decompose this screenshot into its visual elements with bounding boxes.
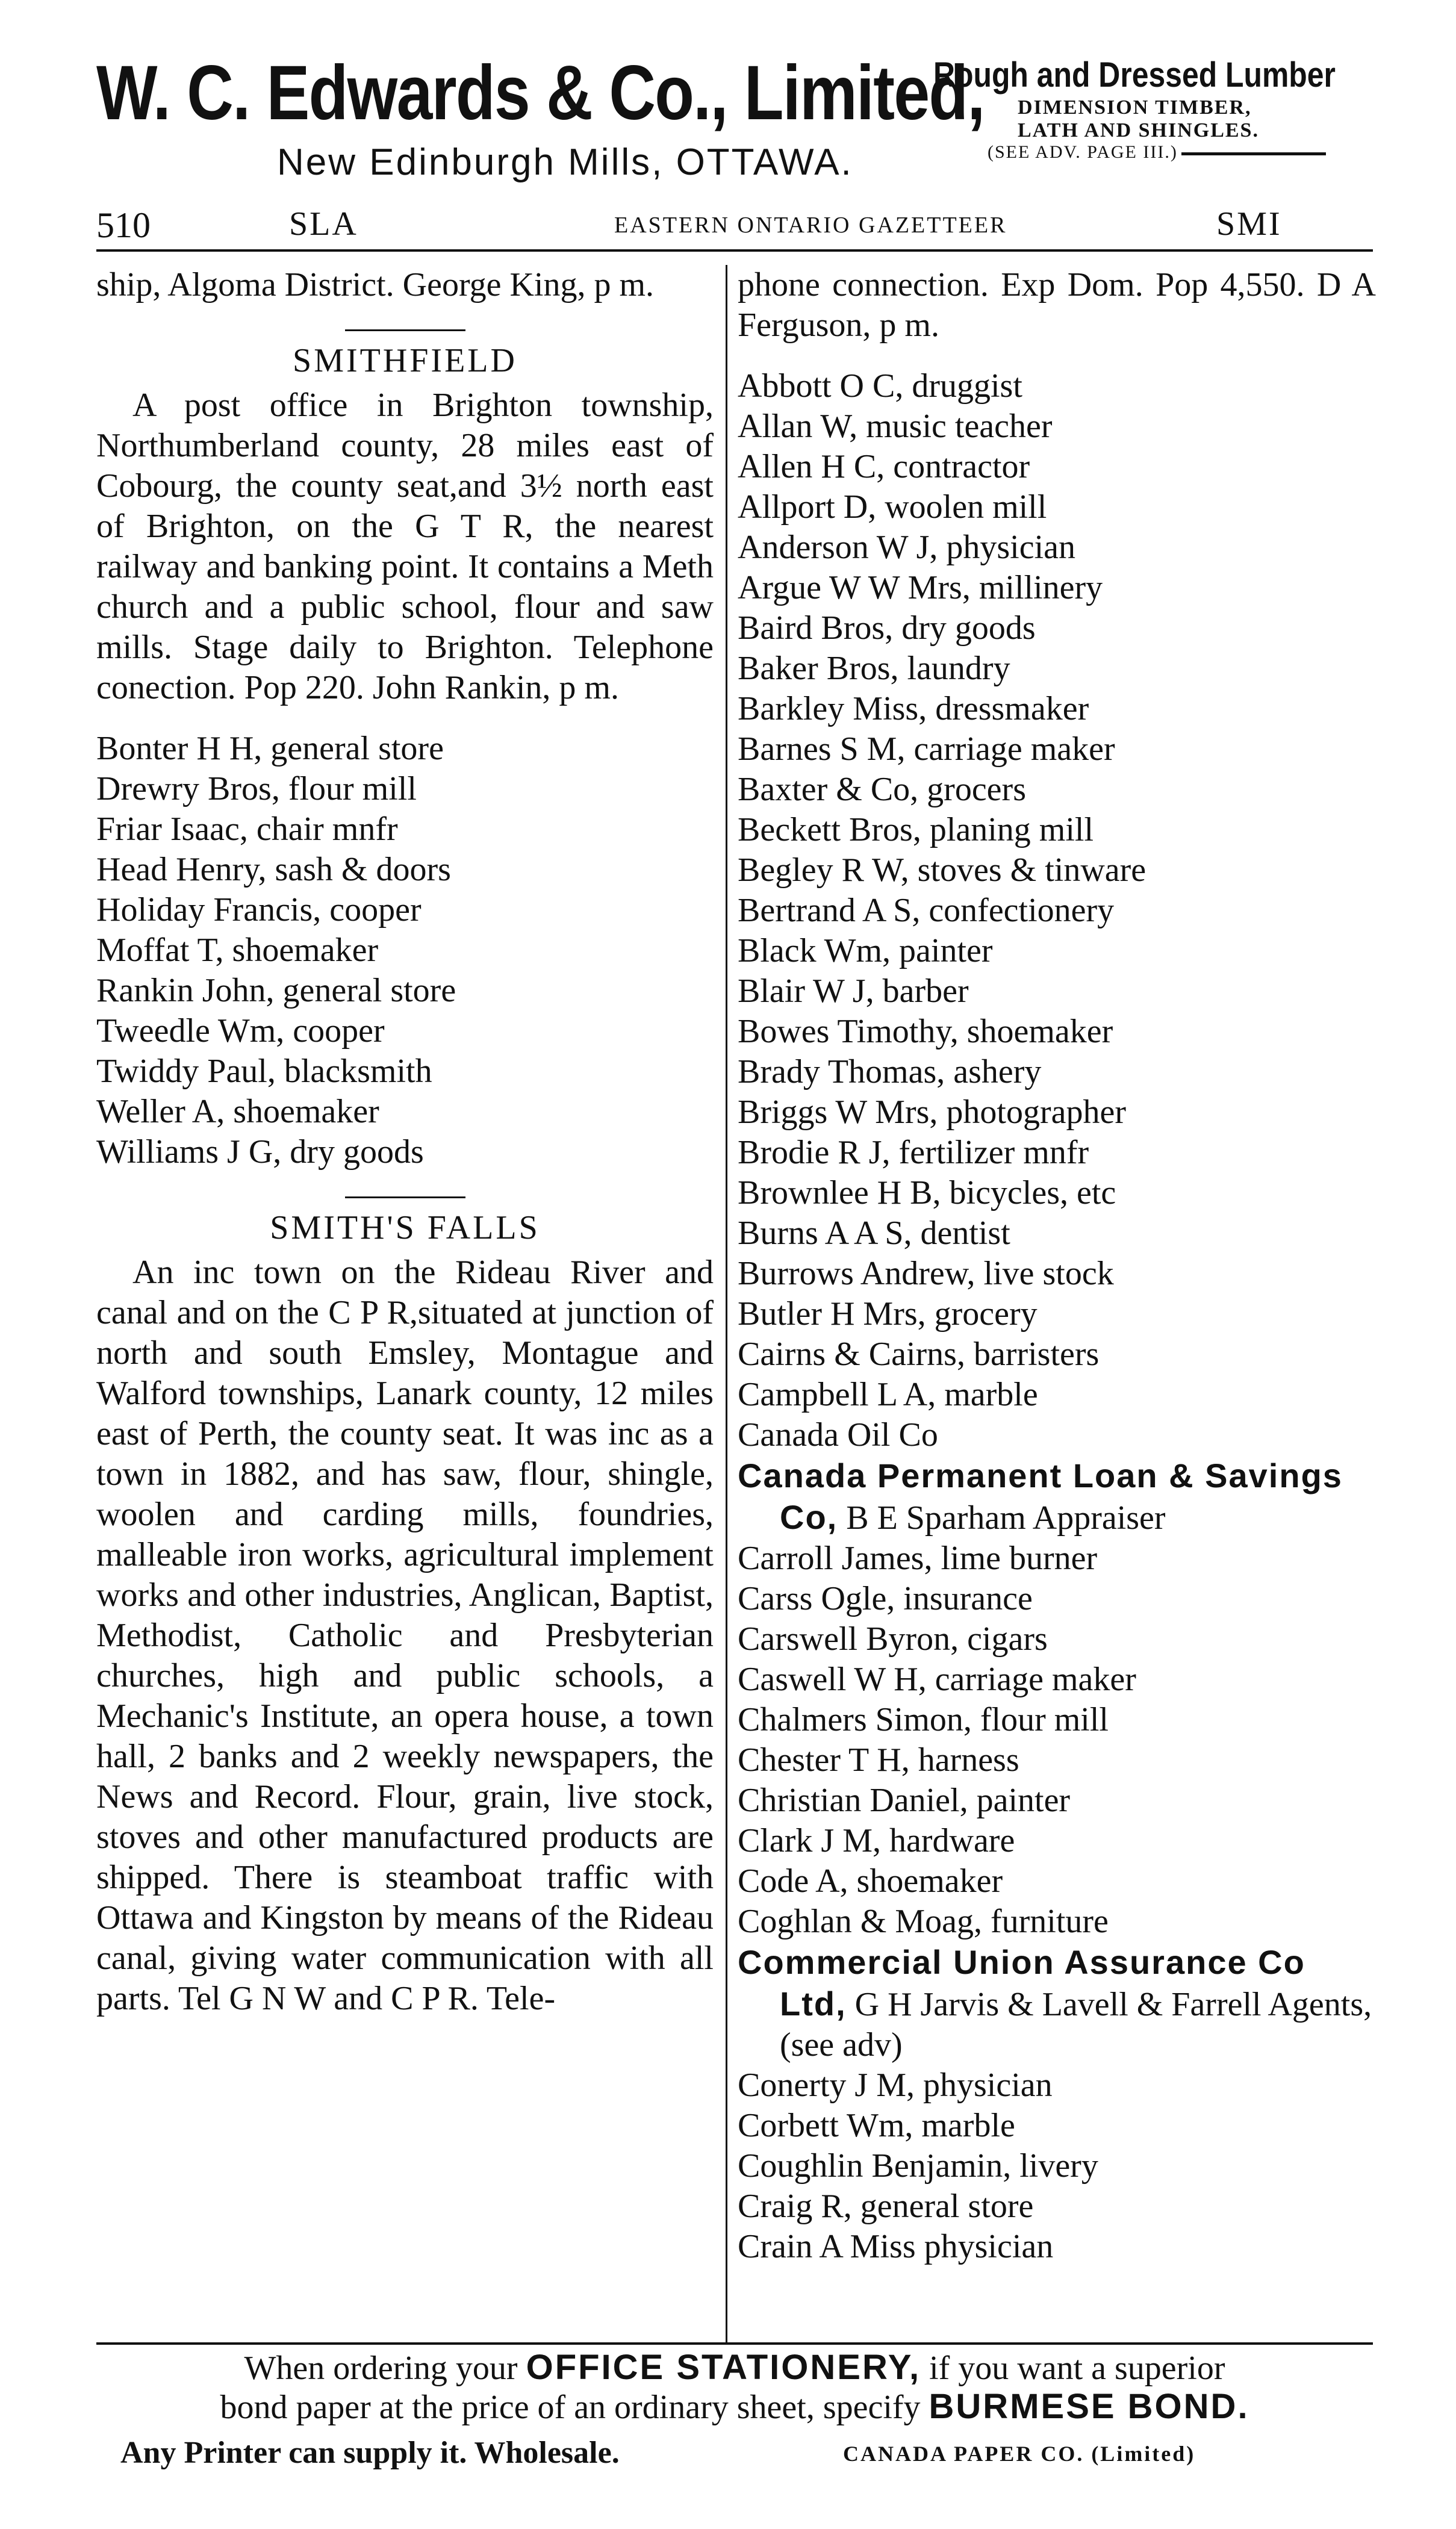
footer-emphasis: OFFICE STATIONERY, xyxy=(526,2348,921,2387)
featured-business-name: Commercial Union Assurance Co Ltd, xyxy=(738,1943,1305,2023)
directory-entry: Tweedle Wm, cooper xyxy=(96,1012,385,1050)
smiths-falls-directory xyxy=(738,366,1376,2267)
featured-directory-entry xyxy=(738,1942,1376,2065)
directory-entry: Weller A, shoemaker xyxy=(96,1093,379,1130)
advertiser-location: New Edinburgh Mills, OTTAWA. xyxy=(277,142,853,183)
directory-entry: Allan W, music teacher xyxy=(738,408,1053,445)
directory-entry: Brady Thomas, ashery xyxy=(738,1053,1042,1090)
column-divider xyxy=(726,265,727,2342)
footer-text: When ordering your xyxy=(244,2350,526,2387)
left-column xyxy=(96,265,714,2019)
directory-entry: Black Wm, painter xyxy=(738,932,993,969)
directory-entry: Abbott O C, druggist xyxy=(738,367,1022,405)
header-rule xyxy=(96,249,1373,252)
directory-entry: Begley R W, stoves & tinware xyxy=(738,851,1146,889)
directory-entry: Code A, shoemaker xyxy=(738,1862,1003,1900)
directory-entry: Christian Daniel, painter xyxy=(738,1782,1071,1819)
footer-rule xyxy=(96,2342,1373,2345)
directory-entry: Baird Bros, dry goods xyxy=(738,609,1036,647)
directory-entry: Baxter & Co, grocers xyxy=(738,771,1026,808)
reference-rule xyxy=(1181,152,1326,155)
featured-business-name: Canada Permanent Loan & Savings Co, xyxy=(738,1457,1343,1536)
directory-entry: Allen H C, contractor xyxy=(738,448,1030,485)
directory-entry: Friar Isaac, chair mnfr xyxy=(96,810,398,848)
directory-entry: Williams J G, dry goods xyxy=(96,1133,424,1171)
continued-text: ship, Algoma District. George King, p m. xyxy=(96,266,654,303)
advertiser-name: W. C. Edwards & Co., Limited, xyxy=(96,50,985,136)
directory-entry: Argue W W Mrs, millinery xyxy=(738,569,1103,606)
smithfield-directory xyxy=(96,729,714,1172)
directory-entry: Bonter H H, general store xyxy=(96,730,444,767)
directory-entry: Clark J M, hardware xyxy=(738,1822,1015,1859)
product-detail-1: DIMENSION TIMBER, xyxy=(1018,96,1252,119)
footer-advertisement xyxy=(96,2348,1373,2480)
directory-entry: Bertrand A S, confectionery xyxy=(738,892,1115,929)
directory-entry: Carroll James, lime burner xyxy=(738,1540,1098,1577)
directory-entry: Canada Oil Co xyxy=(738,1416,938,1454)
directory-entry: Chester T H, harness xyxy=(738,1741,1019,1779)
directory-entry: Holiday Francis, cooper xyxy=(96,891,422,929)
directory-entry: Blair W J, barber xyxy=(738,972,969,1010)
directory-entry: Crain A Miss physician xyxy=(738,2228,1054,2265)
directory-entry: Brodie R J, fertilizer mnfr xyxy=(738,1134,1089,1171)
running-head xyxy=(96,205,1373,253)
directory-entry: Drewry Bros, flour mill xyxy=(96,770,417,807)
directory-entry: Barkley Miss, dressmaker xyxy=(738,690,1089,727)
section-divider xyxy=(345,1196,465,1198)
directory-entry: Anderson W J, physician xyxy=(738,529,1075,566)
footer-availability: Any Printer can supply it. Wholesale. xyxy=(120,2436,620,2470)
footer-company: CANADA PAPER CO. (Limited) xyxy=(843,2442,1196,2466)
directory-entry: Chalmers Simon, flour mill xyxy=(738,1701,1109,1738)
header-advertisement xyxy=(96,48,1373,193)
directory-entry: Craig R, general store xyxy=(738,2188,1034,2225)
directory-entry: Brownlee H B, bicycles, etc xyxy=(738,1174,1116,1212)
directory-entry: Coghlan & Moag, furniture xyxy=(738,1903,1109,1940)
footer-line-2 xyxy=(96,2387,1373,2427)
directory-entry: Corbett Wm, marble xyxy=(738,2107,1015,2144)
publication-title: EASTERN ONTARIO GAZETTEER xyxy=(614,213,1007,238)
directory-entry: Beckett Bros, planing mill xyxy=(738,811,1094,848)
directory-entry: Barnes S M, carriage maker xyxy=(738,730,1115,768)
continued-text: phone connection. Exp Dom. Pop 4,550. D A Ferguson, p m. xyxy=(738,266,1376,344)
smiths-falls-description: An inc town on the Rideau River and canal and on the C P R,situated at junction of north and south Emsley, Montague and Walford townships, Lanark county, 12 miles east of Perth, the county seat. It was inc as a town in 1882, and has saw, flour, shingle, woolen and carding mills, foundries, malleable iron works, agricultural implement works and other industries, Anglican, Baptist, Methodist, Catholic and Presbyterian churches, high and public schools, a Mechanic's Institute, an opera house, a town hall, 2 banks and 2 weekly newspapers, the News and Record. Flour, grain, live stock, stoves and other manufactured products are shipped. There is steamboat traffic with Ottawa and Kingston by means of the Rideau canal, giving water communication with all parts. Tel G N W and C P R. Tele- xyxy=(96,1254,714,2017)
directory-entry: Conerty J M, physician xyxy=(738,2067,1053,2104)
directory-entry: Carswell Byron, cigars xyxy=(738,1620,1048,1658)
directory-entry: Butler H Mrs, grocery xyxy=(738,1295,1038,1333)
page-number: 510 xyxy=(96,205,151,245)
section-heading-smiths-falls: SMITH'S FALLS xyxy=(270,1209,540,1246)
footer-line-1 xyxy=(96,2348,1373,2387)
directory-entry: Carss Ogle, insurance xyxy=(738,1580,1033,1617)
directory-entry: Moffat T, shoemaker xyxy=(96,932,379,969)
advertiser-products xyxy=(933,54,1379,163)
directory-entry: Baker Bros, laundry xyxy=(738,650,1010,687)
directory-entry: Burrows Andrew, live stock xyxy=(738,1255,1114,1292)
directory-entry: Caswell W H, carriage maker xyxy=(738,1661,1136,1698)
advertisement-reference xyxy=(988,142,1379,163)
footer-text: if you want a superior xyxy=(921,2350,1225,2387)
directory-entry: Briggs W Mrs, photographer xyxy=(738,1093,1126,1131)
directory-entry: Campbell L A, marble xyxy=(738,1376,1038,1413)
directory-entry: Burns A A S, dentist xyxy=(738,1215,1010,1252)
featured-directory-entry xyxy=(738,1455,1376,1538)
right-column xyxy=(738,265,1376,2267)
directory-entry: Twiddy Paul, blacksmith xyxy=(96,1053,432,1090)
featured-business-detail: B E Sparham Appraiser xyxy=(846,1499,1166,1537)
section-divider xyxy=(345,329,465,331)
smithfield-description: A post office in Brighton township, Northumberland county, 28 miles east of Cobourg, the county seat,and 3½ north east of Brighton, on the G T R, the nearest railway and banking point. It contains a Meth church and a public school, flour and saw mills. Stage daily to Brighton. Telephone conection. Pop 220. John Rankin, p m. xyxy=(96,387,714,706)
directory-entry: Allport D, woolen mill xyxy=(738,488,1047,526)
directory-entry: Cairns & Cairns, barristers xyxy=(738,1336,1100,1373)
directory-entry: Coughlin Benjamin, livery xyxy=(738,2147,1098,2185)
left-guide-word: SLA xyxy=(289,205,358,243)
footer-text: bond paper at the price of an ordinary sheet, specify xyxy=(220,2389,929,2426)
right-guide-word: SMI xyxy=(1216,205,1282,243)
section-heading-smithfield: SMITHFIELD xyxy=(293,342,517,379)
directory-entry: Head Henry, sash & doors xyxy=(96,851,451,888)
advertisement-reference-text: (SEE ADV. PAGE III.) xyxy=(988,142,1178,162)
product-detail-2: LATH AND SHINGLES. xyxy=(1018,119,1259,142)
directory-entry: Rankin John, general store xyxy=(96,972,456,1009)
directory-entry: Bowes Timothy, shoemaker xyxy=(738,1013,1113,1050)
product-line: Rough and Dressed Lumber xyxy=(933,55,1336,95)
footer-emphasis: BURMESE BOND. xyxy=(929,2387,1249,2426)
featured-business-detail: G H Jarvis & Lavell & Farrell Agents, (see adv) xyxy=(780,1986,1372,2064)
footer-line-3 xyxy=(96,2431,1373,2480)
